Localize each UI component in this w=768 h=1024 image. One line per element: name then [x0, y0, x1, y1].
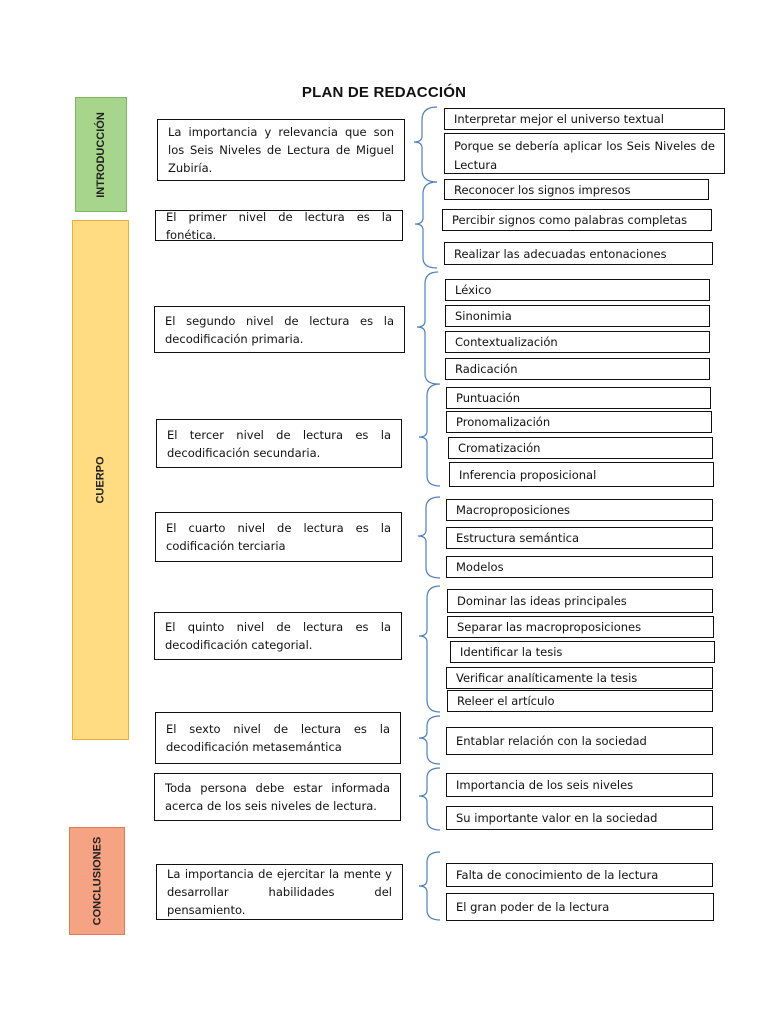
- main-idea-box: [154, 773, 401, 821]
- page-title: PLAN DE REDACCIÓN: [301, 84, 467, 101]
- main-idea-text: El sexto nivel de lectura es la decodificación metasemántica: [166, 722, 390, 754]
- brace-group-2: [415, 182, 437, 268]
- brace-group-1: [414, 107, 437, 182]
- main-idea-box: [155, 210, 403, 241]
- section-introduccion-label: INTRODUCCIÓN: [95, 111, 107, 198]
- section-cuerpo: [72, 220, 129, 740]
- sub-idea-box: Puntuación: [446, 387, 711, 409]
- sub-idea-box: Modelos: [446, 556, 713, 578]
- sub-idea-box: Inferencia proposicional: [449, 462, 714, 487]
- main-idea-text: El tercer nivel de lectura es la decodificación secundaria.: [167, 427, 391, 460]
- section-introduccion: [75, 97, 127, 212]
- brace-group-3: [417, 272, 438, 384]
- sub-idea-box: Reconocer los signos impresos: [444, 179, 709, 200]
- main-idea-text: La importancia de ejercitar la mente y desarrollar habilidades del pensamiento.: [167, 867, 392, 917]
- sub-idea-box: Verificar analíticamente la tesis: [446, 667, 713, 689]
- sub-idea-box: Su importante valor en la sociedad: [446, 806, 713, 830]
- section-conclusiones-label: CONCLUSIONES: [91, 836, 103, 926]
- brace-group-7: [419, 716, 440, 764]
- main-idea-box: [157, 119, 405, 181]
- brace-group-8: [419, 768, 440, 830]
- main-idea-box: [156, 864, 403, 920]
- main-idea-text: Toda persona debe estar informada acerca de los seis niveles de lectura.: [165, 781, 390, 813]
- sub-idea-box: Contextualización: [445, 331, 710, 353]
- sub-idea-box: Releer el artículo: [447, 690, 713, 712]
- sub-idea-box: Cromatización: [448, 437, 713, 459]
- sub-idea-box: Léxico: [445, 279, 710, 301]
- sub-idea-box: Porque se debería aplicar los Seis Niveles de Lectura: [444, 133, 725, 174]
- main-idea-text: El cuarto nivel de lectura es la codificación terciaria: [166, 521, 391, 553]
- brace-group-9: [419, 852, 440, 920]
- sub-idea-box: Macroproposiciones: [446, 499, 713, 521]
- brace-group-6: [419, 586, 440, 712]
- main-idea-text: La importancia y relevancia que son los Seis Niveles de Lectura de Miguel Zubiría.: [168, 125, 394, 175]
- sub-idea-box: Radicación: [445, 358, 710, 380]
- sub-idea-box: Importancia de los seis niveles: [446, 773, 713, 797]
- sub-idea-box: Interpretar mejor el universo textual: [444, 108, 725, 130]
- sub-idea-box: Identificar la tesis: [450, 641, 715, 663]
- main-idea-box: [156, 419, 402, 468]
- sub-idea-box: Realizar las adecuadas entonaciones: [444, 242, 713, 265]
- main-idea-box: [154, 612, 402, 660]
- main-idea-text: El quinto nivel de lectura es la decodificación categorial.: [165, 620, 391, 652]
- main-idea-box: [155, 712, 401, 764]
- sub-idea-box: Entablar relación con la sociedad: [446, 727, 713, 755]
- sub-idea-box: Falta de conocimiento de la lectura: [446, 863, 713, 887]
- main-idea-text: El segundo nivel de lectura es la decodificación primaria.: [165, 313, 394, 346]
- main-idea-text: El primer nivel de lectura es la fonética.: [166, 209, 392, 242]
- sub-idea-box: Separar las macroproposiciones: [447, 616, 714, 638]
- sub-idea-box: Sinonimia: [445, 305, 710, 327]
- sub-idea-box: Dominar las ideas principales: [447, 589, 713, 613]
- sub-idea-box: El gran poder de la lectura: [446, 893, 714, 921]
- brace-group-5: [418, 497, 440, 578]
- sub-idea-box: Percibir signos como palabras completas: [442, 209, 712, 231]
- section-conclusiones: [69, 827, 125, 935]
- section-cuerpo-label: CUERPO: [94, 456, 107, 504]
- sub-idea-box: Estructura semántica: [446, 527, 713, 549]
- brace-group-4: [419, 384, 440, 486]
- main-idea-box: [155, 512, 402, 562]
- main-idea-box: [154, 306, 405, 353]
- sub-idea-box: Pronomalización: [446, 411, 712, 433]
